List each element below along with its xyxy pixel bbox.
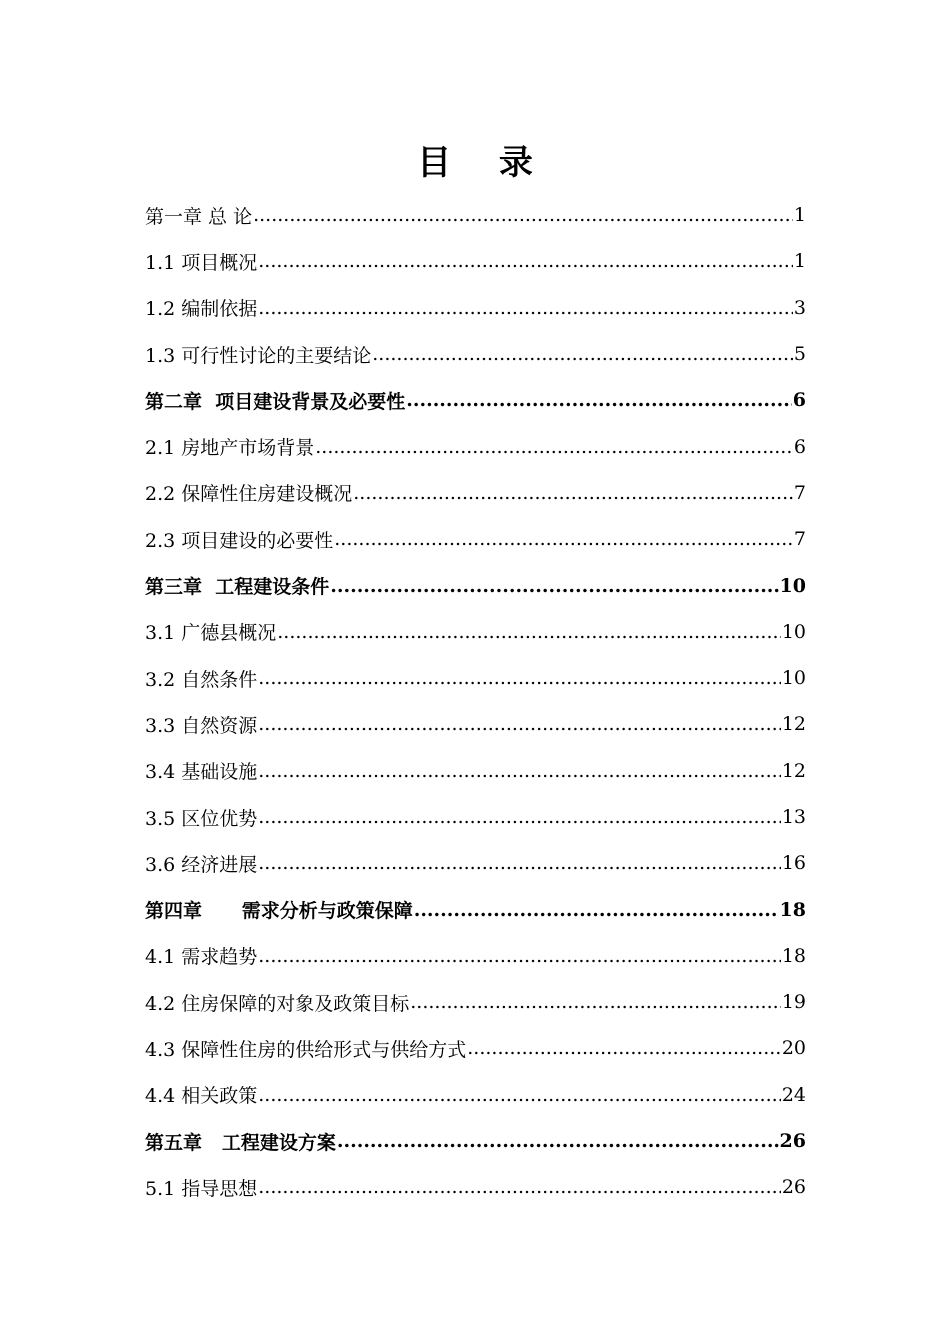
toc-entry-chapter-2[interactable] [145, 377, 806, 423]
toc-entry-title: 4.4 相关政策 [145, 1085, 258, 1108]
toc-entry-chapter-3[interactable] [145, 562, 806, 608]
toc-entry-page: 1 [793, 250, 806, 273]
toc-entry-page: 10 [779, 574, 806, 597]
toc-entry-title: 第五章 工程建设方案 [145, 1131, 336, 1154]
toc-entry-4-3[interactable] [145, 1025, 806, 1071]
toc-entry-page: 24 [781, 1083, 806, 1106]
toc-entry-title: 2.2 保障性住房建设概况 [145, 483, 353, 506]
toc-leader-dots [467, 1037, 781, 1059]
toc-entry-title: 1.3 可行性讨论的主要结论 [145, 344, 372, 367]
toc-entry-2-3[interactable] [145, 516, 806, 562]
toc-entry-page: 5 [793, 343, 806, 366]
toc-entry-page: 6 [793, 435, 806, 458]
toc-entry-5-1[interactable] [145, 1164, 806, 1210]
toc-entry-page: 10 [781, 667, 806, 690]
toc-entry-title: 1.1 项目概况 [145, 251, 258, 274]
toc-leader-dots [258, 1176, 781, 1198]
toc-leader-dots [315, 436, 793, 458]
toc-leader-dots [410, 991, 781, 1013]
toc-entry-chapter-1[interactable] [145, 192, 806, 238]
toc-entry-3-1[interactable] [145, 609, 806, 655]
toc-entry-page: 10 [781, 620, 806, 643]
toc-entry-page: 13 [781, 806, 806, 828]
toc-entry-4-1[interactable] [145, 933, 806, 979]
toc-entry-title: 3.5 区位优势 [145, 807, 258, 830]
toc-leader-dots [353, 482, 793, 504]
toc-entry-2-1[interactable] [145, 423, 806, 469]
toc-entry-page: 6 [792, 389, 806, 412]
toc-leader-dots [334, 528, 793, 550]
toc-entry-1-1[interactable] [145, 238, 806, 284]
toc-entry-3-6[interactable] [145, 840, 806, 886]
toc-leader-dots [258, 667, 781, 689]
toc-entry-title: 第三章 工程建设条件 [145, 576, 330, 599]
toc-entry-page: 19 [781, 991, 806, 1014]
toc-entry-title: 4.1 需求趋势 [145, 946, 258, 969]
toc-entry-title: 第二章 项目建设背景及必要性 [145, 390, 406, 413]
toc-leader-dots [258, 852, 781, 874]
toc-entry-page: 3 [793, 296, 806, 319]
toc-entry-page: 26 [781, 1176, 806, 1199]
toc-entry-title: 第一章 总 论 [145, 205, 253, 228]
toc-leader-dots [330, 575, 778, 597]
toc-entry-3-2[interactable] [145, 655, 806, 701]
toc-entry-page: 1 [793, 204, 806, 227]
toc-entry-page: 18 [781, 944, 806, 967]
toc-entry-page: 20 [781, 1037, 806, 1060]
toc-entry-page: 16 [781, 852, 806, 875]
toc-entry-title: 2.1 房地产市场背景 [145, 437, 315, 460]
toc-entry-page: 18 [779, 898, 806, 921]
toc-entry-chapter-4[interactable] [145, 886, 806, 932]
toc-entry-title: 3.1 广德县概况 [145, 622, 277, 645]
toc-entry-chapter-5[interactable] [145, 1118, 806, 1164]
toc-leader-dots [277, 621, 781, 643]
toc-entry-title: 1.2 编制依据 [145, 298, 258, 321]
toc-entry-title: 3.6 经济进展 [145, 853, 258, 876]
toc-entry-title: 3.2 自然条件 [145, 668, 258, 691]
toc-entry-title: 3.4 基础设施 [145, 761, 258, 784]
toc-leader-dots [258, 806, 781, 828]
toc-entry-page: 7 [793, 481, 806, 504]
toc-entry-title: 2.3 项目建设的必要性 [145, 529, 334, 552]
toc-leader-dots [258, 1084, 781, 1106]
toc-leader-dots [258, 760, 781, 782]
toc-entry-title: 5.1 指导思想 [145, 1177, 258, 1200]
toc-leader-dots [253, 204, 793, 226]
toc-entry-title: 4.3 保障性住房的供给形式与供给方式 [145, 1038, 467, 1061]
toc-leader-dots [372, 343, 793, 365]
toc-leader-dots [258, 297, 793, 319]
toc-leader-dots [414, 899, 779, 921]
toc-entry-3-4[interactable] [145, 748, 806, 794]
toc-entry-3-5[interactable] [145, 794, 806, 840]
toc-entry-page: 12 [781, 759, 806, 782]
toc-leader-dots [258, 713, 781, 735]
toc-entry-1-3[interactable] [145, 331, 806, 377]
toc-entry-title: 3.3 自然资源 [145, 714, 258, 737]
toc-entry-page: 12 [781, 713, 806, 736]
toc-entry-3-3[interactable] [145, 701, 806, 747]
toc-entry-2-2[interactable] [145, 470, 806, 516]
toc-entry-page: 26 [779, 1130, 806, 1153]
toc-leader-dots [258, 945, 781, 967]
toc-entry-4-2[interactable] [145, 979, 806, 1025]
toc-entry-title: 第四章 需求分析与政策保障 [145, 900, 413, 923]
toc-entry-title: 4.2 住房保障的对象及政策目标 [145, 992, 410, 1015]
page-title: 目 录 [417, 143, 551, 183]
table-of-contents [145, 192, 806, 1211]
toc-leader-dots [337, 1130, 779, 1152]
toc-entry-4-4[interactable] [145, 1072, 806, 1118]
toc-entry-1-2[interactable] [145, 285, 806, 331]
toc-leader-dots [258, 250, 793, 272]
toc-entry-page: 7 [793, 528, 806, 551]
toc-leader-dots [406, 389, 792, 411]
